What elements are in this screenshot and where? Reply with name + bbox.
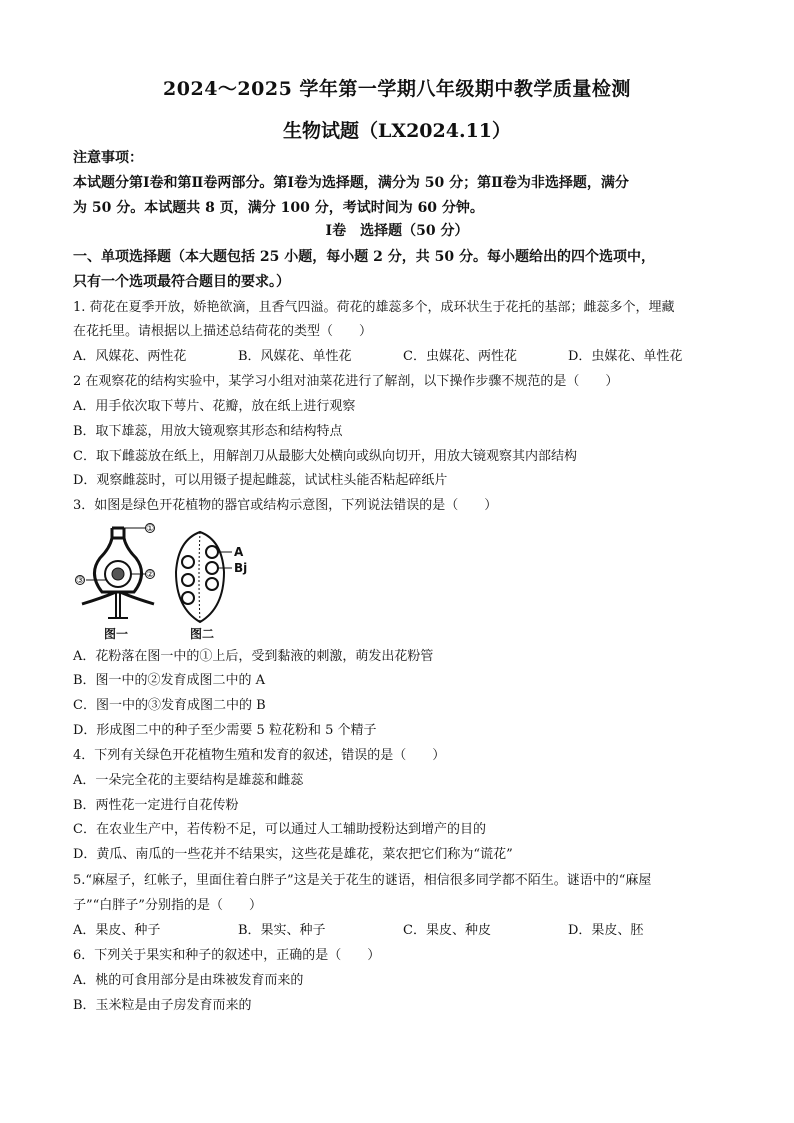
q2-option-d: D．观察雌蕊时，可以用镊子提起雌蕊，试试柱头能否粘起碎纸片 [73,473,448,488]
q3-figure [72,522,252,642]
figure-1-caption: 图一 [104,627,129,641]
q4-stem: 4．下列有关绿色开花植物生殖和发育的叙述，错误的是（ ） [73,748,446,763]
q5-stem-line-2: 子”“白胖子”分别指的是（ ） [73,898,262,913]
section-instruction-1: 一、单项选择题（本大题包括 25 小题，每小题 2 分，共 50 分。每小题给出的四个选项中， [73,249,655,265]
q3-stem: 3．如图是绿色开花植物的器官或结构示意图，下列说法错误的是（ ） [73,498,498,513]
q4-option-d: D．黄瓜、南瓜的一些花并不结果实，这些花是雄花，菜农把它们称为“谎花” [73,847,513,862]
q2-stem: 2 在观察花的结构实验中，某学习小组对油菜花进行了解剖，以下操作步骤不规范的是（ ） [73,374,619,389]
section-heading: Ⅰ卷 选择题（50 分） [325,223,469,239]
q6-option-b: B．玉米粒是由子房发育而来的 [73,998,252,1013]
q1-option-c: C．虫媒花、两性花 [403,349,517,364]
q3-option-a: A．花粉落在图一中的①上后，受到黏液的刺激，萌发出花粉管 [73,649,434,664]
q6-option-a: A．桃的可食用部分是由珠被发育而来的 [73,973,304,988]
q3-option-d: D．形成图二中的种子至少需要 5 粒花粉和 5 个精子 [73,723,377,738]
q1-option-b: B．风媒花、单性花 [238,349,352,364]
figure-1-marker-2: ② [146,570,155,580]
section-instruction-2: 只有一个选项最符合题目的要求。） [73,274,290,290]
q1-stem-line-2: 在花托里。请根据以上描述总结荷花的类型（ ） [73,324,373,339]
figure-1-flower-diagram [82,528,154,618]
figure-2-label-b: Bj [234,561,248,575]
q5-option-d: D．果皮、胚 [568,923,644,938]
q4-option-c: C．在农业生产中，若传粉不足，可以通过人工辅助授粉达到增产的目的 [73,822,486,837]
q5-option-b: B．果实、种子 [238,923,326,938]
figure-2-fruit-diagram [176,532,232,622]
figure-2-caption: 图二 [190,627,215,641]
notice-label: 注意事项： [73,150,143,166]
notice-line-1: 本试题分第Ⅰ卷和第Ⅱ卷两部分。第Ⅰ卷为选择题，满分为 50 分；第Ⅱ卷为非选择题，满分 [73,175,629,191]
q5-option-c: C．果皮、种皮 [403,923,491,938]
figure-1-marker-1: ① [146,524,155,534]
q4-option-a: A．一朵完全花的主要结构是雄蕊和雌蕊 [73,773,304,788]
q2-option-b: B．取下雄蕊，用放大镜观察其形态和结构特点 [73,424,343,439]
q1-options [73,348,733,366]
q1-option-d: D．虫媒花、单性花 [568,349,683,364]
notice-line-2: 为 50 分。本试题共 8 页，满分 100 分，考试时间为 60 分钟。 [73,200,484,216]
q3-option-b: B．图一中的②发育成图二中的 A [73,673,266,688]
q1-stem-line-1: 1. 荷花在夏季开放，娇艳欲滴，且香气四溢。荷花的雄蕊多个，成环状生于花托的基部；雌蕊多个，埋藏 [73,300,675,315]
q5-option-a: A．果皮、种子 [73,923,161,938]
q3-option-c: C．图一中的③发育成图二中的 B [73,698,266,713]
exam-subtitle: 生物试题（LX2024.11） [282,120,512,142]
q1-option-a: A．风媒花、两性花 [73,349,187,364]
q2-option-a: A．用手依次取下萼片、花瓣，放在纸上进行观察 [73,399,356,414]
figure-1-marker-3: ③ [76,576,85,586]
q2-option-c: C．取下雌蕊放在纸上，用解剖刀从最膨大处横向或纵向切开，用放大镜观察其内部结构 [73,449,577,464]
q6-stem: 6．下列关于果实和种子的叙述中，正确的是（ ） [73,948,381,963]
figure-2-label-a: A [234,545,244,559]
q5-options [73,922,733,940]
exam-title: 2024～2025 学年第一学期八年级期中教学质量检测 [163,78,631,100]
q4-option-b: B．两性花一定进行自花传粉 [73,798,239,813]
q5-stem-line-1: 5.“麻屋子，红帐子，里面住着白胖子”这是关于花生的谜语，相信很多同学都不陌生。谜语中的“麻屋 [73,873,652,888]
